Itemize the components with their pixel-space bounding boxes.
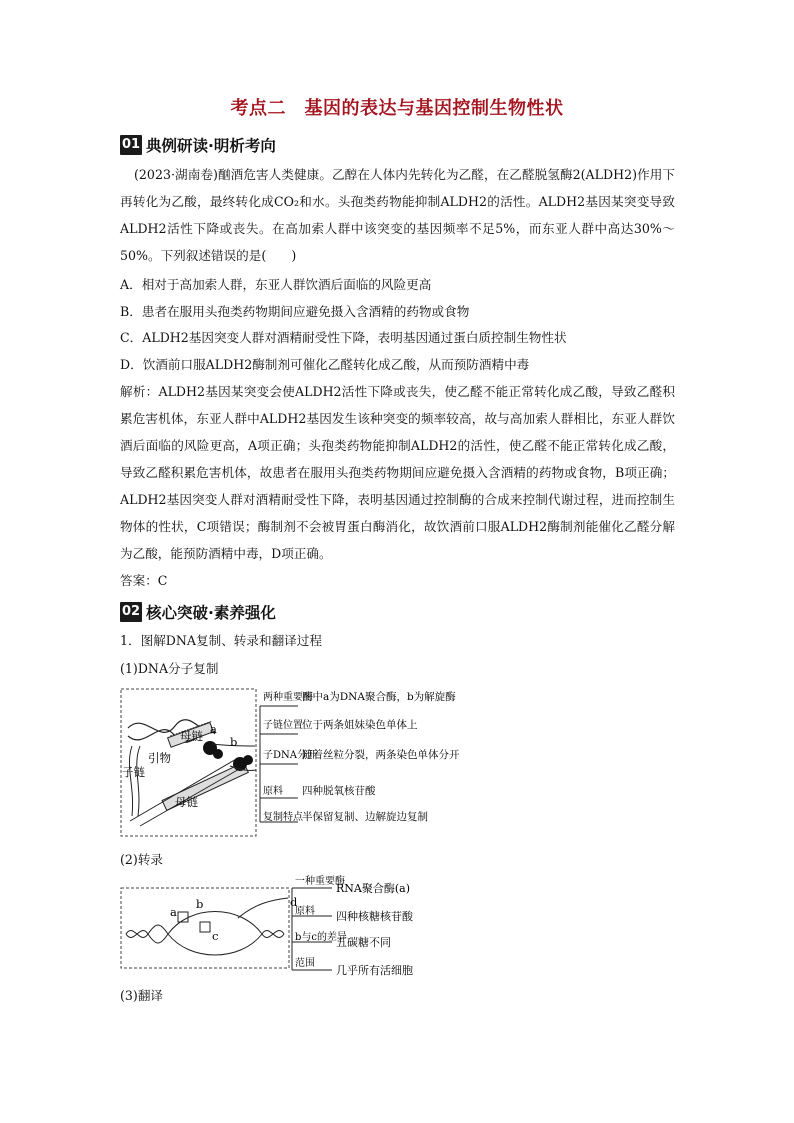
transcription-diagram [120, 874, 425, 980]
question-stem: (2023·湖南卷)酗酒危害人类健康。乙醇在人体内先转化为乙醛，在乙醛脱氢酶2(ALDH2)作用下再转化为乙酸，最终转化成CO₂和水。头孢类药物能抑制ALDH2的活性。ALDH2基因某突变导致ALDH2活性下降或丧失。在高加索人群中该突变的基因频率不足5%，而东亚人群中高达30%～50%。下列叙述错误的是( ) [120, 167, 675, 263]
row-key: 一种重要酶 [295, 876, 345, 887]
section-label: 核心突破·素养强化 [146, 604, 276, 622]
replication-illustration [120, 686, 460, 838]
row-key: 范围 [295, 958, 315, 969]
label-b: b [230, 735, 238, 749]
section-header-1 [120, 134, 276, 156]
row-value: 图中a为DNA聚合酶，b为解旋酶 [302, 691, 456, 703]
point-heading: 1．图解DNA复制、转录和翻译过程 [120, 633, 322, 648]
label-b: b [196, 897, 204, 911]
subheading-transcription: (2)转录 [120, 852, 164, 867]
label-a: a [170, 905, 177, 919]
section-header-2 [120, 601, 276, 623]
dna-replication-diagram [120, 686, 460, 838]
subheading-replication: (1)DNA分子复制 [120, 661, 219, 676]
row-key: 两种重要酶 [263, 692, 313, 703]
row-key: b与c的差异 [295, 932, 348, 943]
replication-rows [260, 690, 460, 823]
row-value: 位于两条姐妹染色单体上 [302, 719, 418, 731]
row-value: 五碳糖不同 [336, 936, 391, 949]
label-daughter: 子链 [122, 765, 145, 779]
row-key: 原料 [263, 786, 283, 797]
row-key: 子DNA分开 [263, 750, 317, 761]
row-value: RNA聚合酶(a) [336, 882, 410, 895]
label-mother-bottom: 母链 [175, 795, 198, 809]
label-primer: 引物 [148, 751, 171, 765]
answer: 答案：C [120, 573, 168, 588]
section-number: 01 [120, 135, 142, 155]
row-value: 随着丝粒分裂，两条染色单体分开 [302, 749, 460, 761]
row-value: 四种核糖核苷酸 [336, 910, 413, 923]
option-d: D．饮酒前口服ALDH2酶制剂可催化乙醛转化成乙酸，从而预防酒精中毒 [120, 357, 530, 372]
option-a: A．相对于高加索人群，东亚人群饮酒后面临的风险更高 [120, 277, 432, 292]
label-a: a [210, 722, 217, 736]
label-d: d [290, 895, 298, 909]
section-label: 典例研读·明析考向 [146, 137, 276, 155]
section-number: 02 [120, 602, 142, 622]
transcription-illustration [120, 874, 425, 980]
row-value: 半保留复制、边解旋边复制 [302, 811, 428, 823]
transcription-rows [292, 874, 414, 977]
row-key: 子链位置 [263, 720, 303, 731]
row-value: 几乎所有活细胞 [336, 964, 413, 977]
option-b: B．患者在服用头孢类药物期间应避免摄入含酒精的药物或食物 [120, 304, 470, 319]
analysis-text: 解析：ALDH2基因某突变会使ALDH2活性下降或丧失，使乙醛不能正常转化成乙酸，导致乙醛积累危害机体，东亚人群中ALDH2基因发生该种突变的频率较高，故与高加索人群相比，东亚人群饮酒后面临的风险更高，A项正确；头孢类药物能抑制ALDH2的活性，使乙醛不能正常转化成乙酸，导致乙醛积累危害机体，故患者在服用头孢类药物期间应避免摄入含酒精的药物或食物，B项正确；ALDH2基因突变人群对酒精耐受性下降，表明基因通过控制酶的合成来控制代谢过程，进而控制生物体的性状，C项错误；酶制剂不会被胃蛋白酶消化，故饮酒前口服ALDH2酶制剂能催化乙醛分解为乙酸，能预防酒精中毒，D项正确。 [120, 384, 675, 561]
label-c: c [212, 929, 219, 943]
row-key: 原料 [295, 906, 315, 917]
label-mother-top: 母链 [180, 729, 203, 743]
option-c: C．ALDH2基因突变人群对酒精耐受性下降，表明基因通过蛋白质控制生物性状 [120, 330, 567, 345]
page-title: 考点二 基因的表达与基因控制生物性状 [230, 98, 564, 119]
subheading-translation: (3)翻译 [120, 988, 164, 1003]
row-key: 复制特点 [263, 812, 303, 823]
row-value: 四种脱氧核苷酸 [302, 785, 376, 797]
